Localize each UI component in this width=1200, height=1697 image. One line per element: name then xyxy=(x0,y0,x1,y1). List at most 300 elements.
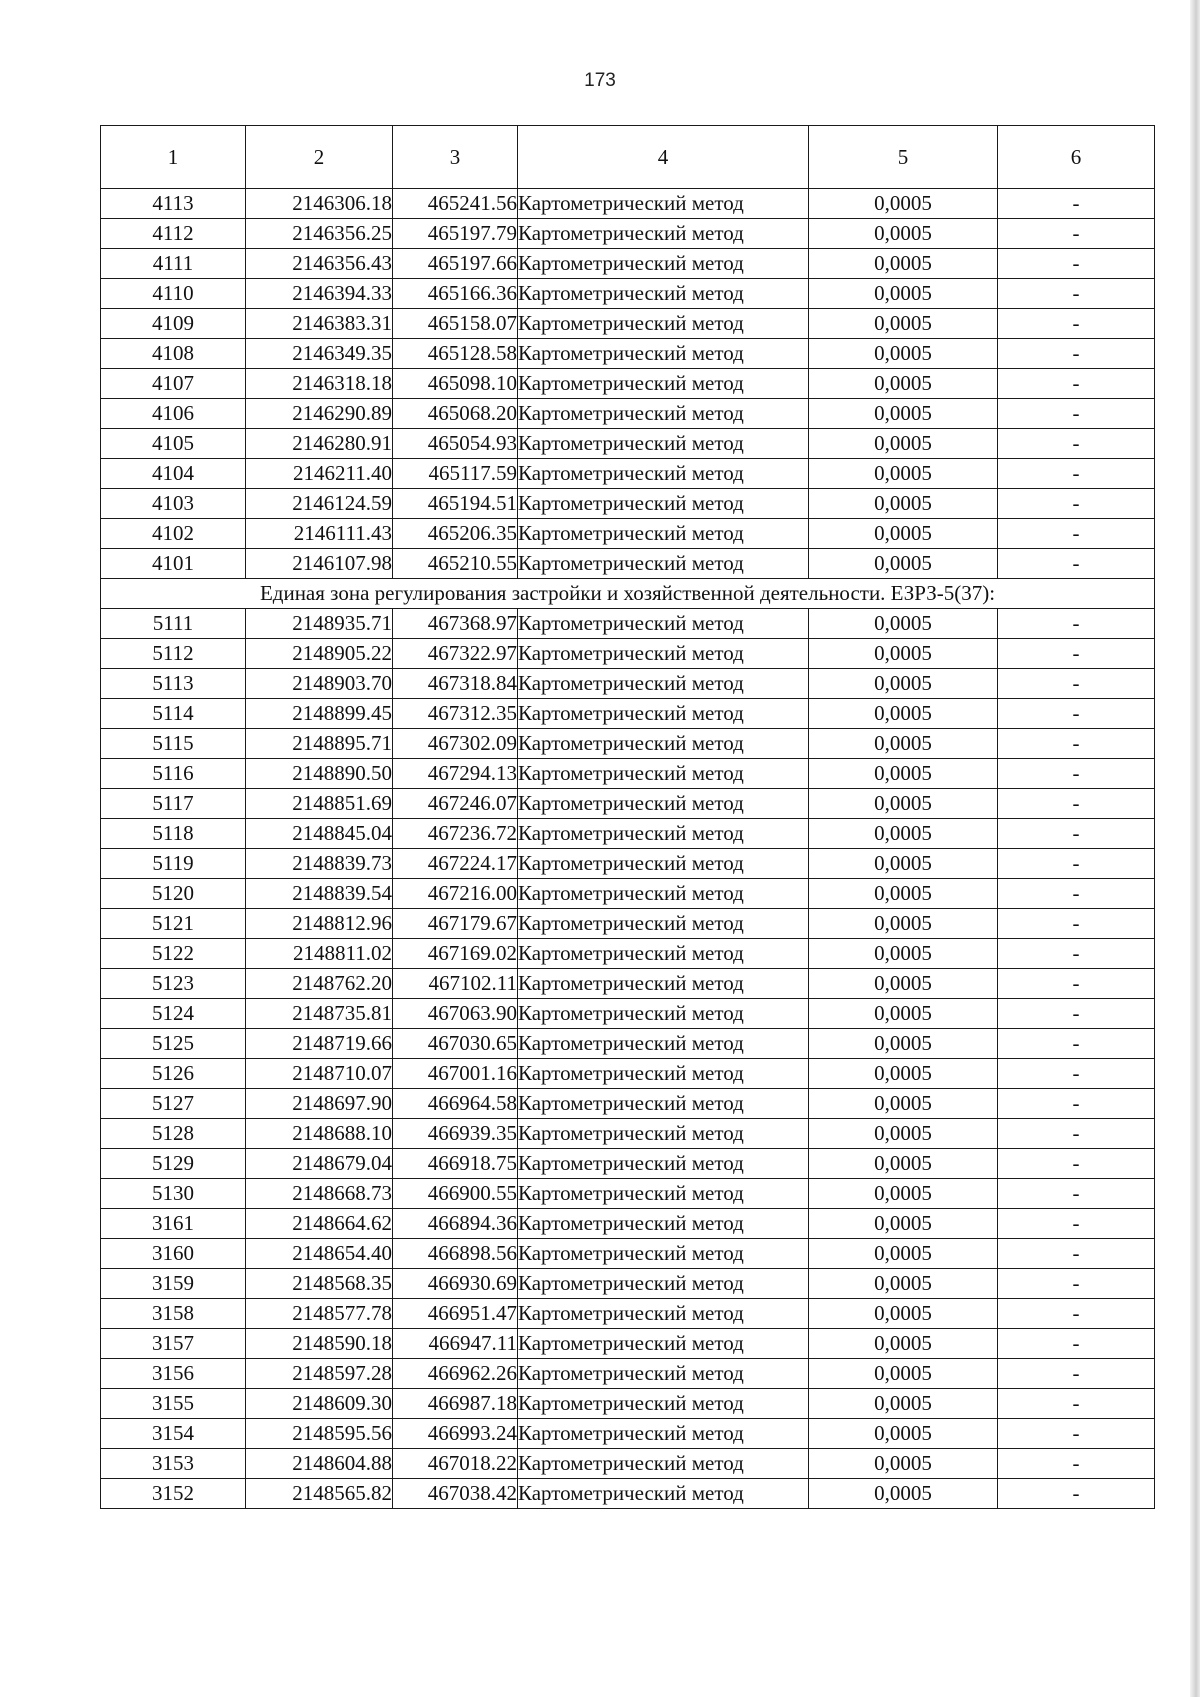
method-cell: Картометрический метод xyxy=(518,819,809,849)
method-cell: Картометрический метод xyxy=(518,369,809,399)
x-coordinate-cell: 2146124.59 xyxy=(246,489,393,519)
table-row xyxy=(101,819,1155,849)
x-coordinate-cell: 2148811.02 xyxy=(246,939,393,969)
y-coordinate-cell: 467294.13 xyxy=(393,759,518,789)
x-coordinate-cell: 2146306.18 xyxy=(246,189,393,219)
table-row xyxy=(101,309,1155,339)
accuracy-cell: 0,0005 xyxy=(809,609,998,639)
table-row xyxy=(101,339,1155,369)
y-coordinate-cell: 467038.42 xyxy=(393,1479,518,1509)
accuracy-cell: 0,0005 xyxy=(809,849,998,879)
note-cell: - xyxy=(998,1359,1155,1389)
accuracy-cell: 0,0005 xyxy=(809,969,998,999)
point-number-cell: 5120 xyxy=(101,879,246,909)
point-number-cell: 4105 xyxy=(101,429,246,459)
note-cell: - xyxy=(998,1419,1155,1449)
point-number-cell: 4113 xyxy=(101,189,246,219)
method-cell: Картометрический метод xyxy=(518,1149,809,1179)
note-cell: - xyxy=(998,1119,1155,1149)
y-coordinate-cell: 466951.47 xyxy=(393,1299,518,1329)
point-number-cell: 5113 xyxy=(101,669,246,699)
y-coordinate-cell: 467312.35 xyxy=(393,699,518,729)
accuracy-cell: 0,0005 xyxy=(809,1089,998,1119)
point-number-cell: 5121 xyxy=(101,909,246,939)
point-number-cell: 5114 xyxy=(101,699,246,729)
table-row xyxy=(101,849,1155,879)
x-coordinate-cell: 2146107.98 xyxy=(246,549,393,579)
y-coordinate-cell: 465197.79 xyxy=(393,219,518,249)
y-coordinate-cell: 467318.84 xyxy=(393,669,518,699)
table-row xyxy=(101,279,1155,309)
point-number-cell: 5123 xyxy=(101,969,246,999)
method-cell: Картометрический метод xyxy=(518,1119,809,1149)
point-number-cell: 3160 xyxy=(101,1239,246,1269)
table-row xyxy=(101,1059,1155,1089)
method-cell: Картометрический метод xyxy=(518,1389,809,1419)
method-cell: Картометрический метод xyxy=(518,1239,809,1269)
x-coordinate-cell: 2146290.89 xyxy=(246,399,393,429)
x-coordinate-cell: 2148895.71 xyxy=(246,729,393,759)
note-cell: - xyxy=(998,1149,1155,1179)
y-coordinate-cell: 467236.72 xyxy=(393,819,518,849)
x-coordinate-cell: 2148604.88 xyxy=(246,1449,393,1479)
y-coordinate-cell: 466900.55 xyxy=(393,1179,518,1209)
note-cell: - xyxy=(998,1269,1155,1299)
point-number-cell: 3152 xyxy=(101,1479,246,1509)
table-row xyxy=(101,1119,1155,1149)
y-coordinate-cell: 467063.90 xyxy=(393,999,518,1029)
method-cell: Картометрический метод xyxy=(518,429,809,459)
accuracy-cell: 0,0005 xyxy=(809,1269,998,1299)
method-cell: Картометрический метод xyxy=(518,1029,809,1059)
x-coordinate-cell: 2148899.45 xyxy=(246,699,393,729)
accuracy-cell: 0,0005 xyxy=(809,1299,998,1329)
x-coordinate-cell: 2146383.31 xyxy=(246,309,393,339)
accuracy-cell: 0,0005 xyxy=(809,669,998,699)
table-row xyxy=(101,1179,1155,1209)
point-number-cell: 3154 xyxy=(101,1419,246,1449)
accuracy-cell: 0,0005 xyxy=(809,729,998,759)
table-row xyxy=(101,1239,1155,1269)
point-number-cell: 5115 xyxy=(101,729,246,759)
note-cell: - xyxy=(998,939,1155,969)
note-cell: - xyxy=(998,1179,1155,1209)
point-number-cell: 4108 xyxy=(101,339,246,369)
note-cell: - xyxy=(998,459,1155,489)
point-number-cell: 4110 xyxy=(101,279,246,309)
y-coordinate-cell: 467302.09 xyxy=(393,729,518,759)
method-cell: Картометрический метод xyxy=(518,729,809,759)
accuracy-cell: 0,0005 xyxy=(809,1029,998,1059)
header-cell: 5 xyxy=(809,126,998,189)
table-row xyxy=(101,639,1155,669)
section-title: Единая зона регулирования застройки и хозяйственной деятельности. ЕЗРЗ-5(37): xyxy=(101,579,1155,609)
accuracy-cell: 0,0005 xyxy=(809,1209,998,1239)
point-number-cell: 5118 xyxy=(101,819,246,849)
accuracy-cell: 0,0005 xyxy=(809,459,998,489)
table-row xyxy=(101,609,1155,639)
accuracy-cell: 0,0005 xyxy=(809,1059,998,1089)
method-cell: Картометрический метод xyxy=(518,1479,809,1509)
method-cell: Картометрический метод xyxy=(518,339,809,369)
x-coordinate-cell: 2148688.10 xyxy=(246,1119,393,1149)
y-coordinate-cell: 466898.56 xyxy=(393,1239,518,1269)
header-row xyxy=(101,126,1155,189)
y-coordinate-cell: 465194.51 xyxy=(393,489,518,519)
table-row xyxy=(101,999,1155,1029)
table-row xyxy=(101,1359,1155,1389)
x-coordinate-cell: 2148890.50 xyxy=(246,759,393,789)
y-coordinate-cell: 465158.07 xyxy=(393,309,518,339)
y-coordinate-cell: 466962.26 xyxy=(393,1359,518,1389)
x-coordinate-cell: 2148609.30 xyxy=(246,1389,393,1419)
method-cell: Картометрический метод xyxy=(518,1209,809,1239)
point-number-cell: 4107 xyxy=(101,369,246,399)
note-cell: - xyxy=(998,189,1155,219)
method-cell: Картометрический метод xyxy=(518,1299,809,1329)
header-cell: 6 xyxy=(998,126,1155,189)
note-cell: - xyxy=(998,249,1155,279)
method-cell: Картометрический метод xyxy=(518,279,809,309)
point-number-cell: 3158 xyxy=(101,1299,246,1329)
point-number-cell: 5117 xyxy=(101,789,246,819)
method-cell: Картометрический метод xyxy=(518,1419,809,1449)
y-coordinate-cell: 467246.07 xyxy=(393,789,518,819)
note-cell: - xyxy=(998,1059,1155,1089)
x-coordinate-cell: 2148697.90 xyxy=(246,1089,393,1119)
accuracy-cell: 0,0005 xyxy=(809,549,998,579)
x-coordinate-cell: 2146356.25 xyxy=(246,219,393,249)
accuracy-cell: 0,0005 xyxy=(809,999,998,1029)
table-row xyxy=(101,429,1155,459)
method-cell: Картометрический метод xyxy=(518,489,809,519)
table-row xyxy=(101,1389,1155,1419)
note-cell: - xyxy=(998,1299,1155,1329)
point-number-cell: 3156 xyxy=(101,1359,246,1389)
table-row xyxy=(101,909,1155,939)
point-number-cell: 4109 xyxy=(101,309,246,339)
note-cell: - xyxy=(998,549,1155,579)
accuracy-cell: 0,0005 xyxy=(809,1419,998,1449)
accuracy-cell: 0,0005 xyxy=(809,789,998,819)
accuracy-cell: 0,0005 xyxy=(809,1479,998,1509)
note-cell: - xyxy=(998,279,1155,309)
x-coordinate-cell: 2148762.20 xyxy=(246,969,393,999)
note-cell: - xyxy=(998,339,1155,369)
point-number-cell: 5122 xyxy=(101,939,246,969)
y-coordinate-cell: 467368.97 xyxy=(393,609,518,639)
note-cell: - xyxy=(998,399,1155,429)
x-coordinate-cell: 2148565.82 xyxy=(246,1479,393,1509)
accuracy-cell: 0,0005 xyxy=(809,339,998,369)
y-coordinate-cell: 467224.17 xyxy=(393,849,518,879)
point-number-cell: 4104 xyxy=(101,459,246,489)
x-coordinate-cell: 2148668.73 xyxy=(246,1179,393,1209)
x-coordinate-cell: 2148664.62 xyxy=(246,1209,393,1239)
x-coordinate-cell: 2146394.33 xyxy=(246,279,393,309)
y-coordinate-cell: 466964.58 xyxy=(393,1089,518,1119)
note-cell: - xyxy=(998,729,1155,759)
table-row xyxy=(101,969,1155,999)
header-cell: 3 xyxy=(393,126,518,189)
x-coordinate-cell: 2148851.69 xyxy=(246,789,393,819)
y-coordinate-cell: 465117.59 xyxy=(393,459,518,489)
method-cell: Картометрический метод xyxy=(518,759,809,789)
y-coordinate-cell: 465210.55 xyxy=(393,549,518,579)
x-coordinate-cell: 2148905.22 xyxy=(246,639,393,669)
method-cell: Картометрический метод xyxy=(518,219,809,249)
table-row xyxy=(101,1269,1155,1299)
method-cell: Картометрический метод xyxy=(518,849,809,879)
y-coordinate-cell: 466947.11 xyxy=(393,1329,518,1359)
accuracy-cell: 0,0005 xyxy=(809,1359,998,1389)
x-coordinate-cell: 2148679.04 xyxy=(246,1149,393,1179)
y-coordinate-cell: 465166.36 xyxy=(393,279,518,309)
method-cell: Картометрический метод xyxy=(518,1449,809,1479)
note-cell: - xyxy=(998,1449,1155,1479)
note-cell: - xyxy=(998,1029,1155,1059)
y-coordinate-cell: 465128.58 xyxy=(393,339,518,369)
method-cell: Картометрический метод xyxy=(518,549,809,579)
y-coordinate-cell: 465206.35 xyxy=(393,519,518,549)
method-cell: Картометрический метод xyxy=(518,639,809,669)
header-cell: 2 xyxy=(246,126,393,189)
point-number-cell: 4106 xyxy=(101,399,246,429)
note-cell: - xyxy=(998,699,1155,729)
table-body xyxy=(101,189,1155,1509)
table-row xyxy=(101,939,1155,969)
x-coordinate-cell: 2148568.35 xyxy=(246,1269,393,1299)
method-cell: Картометрический метод xyxy=(518,309,809,339)
x-coordinate-cell: 2148735.81 xyxy=(246,999,393,1029)
x-coordinate-cell: 2146318.18 xyxy=(246,369,393,399)
method-cell: Картометрический метод xyxy=(518,609,809,639)
y-coordinate-cell: 466930.69 xyxy=(393,1269,518,1299)
accuracy-cell: 0,0005 xyxy=(809,369,998,399)
point-number-cell: 4111 xyxy=(101,249,246,279)
note-cell: - xyxy=(998,429,1155,459)
table-row xyxy=(101,369,1155,399)
y-coordinate-cell: 467179.67 xyxy=(393,909,518,939)
accuracy-cell: 0,0005 xyxy=(809,1329,998,1359)
point-number-cell: 5128 xyxy=(101,1119,246,1149)
table-header xyxy=(101,126,1155,189)
y-coordinate-cell: 466987.18 xyxy=(393,1389,518,1419)
x-coordinate-cell: 2146349.35 xyxy=(246,339,393,369)
point-number-cell: 4112 xyxy=(101,219,246,249)
table-row xyxy=(101,699,1155,729)
method-cell: Картометрический метод xyxy=(518,939,809,969)
accuracy-cell: 0,0005 xyxy=(809,219,998,249)
x-coordinate-cell: 2148710.07 xyxy=(246,1059,393,1089)
point-number-cell: 5124 xyxy=(101,999,246,1029)
accuracy-cell: 0,0005 xyxy=(809,399,998,429)
note-cell: - xyxy=(998,759,1155,789)
table-row xyxy=(101,1329,1155,1359)
header-cell: 4 xyxy=(518,126,809,189)
table-row xyxy=(101,1449,1155,1479)
point-number-cell: 5119 xyxy=(101,849,246,879)
x-coordinate-cell: 2148845.04 xyxy=(246,819,393,849)
x-coordinate-cell: 2146211.40 xyxy=(246,459,393,489)
table-row xyxy=(101,459,1155,489)
point-number-cell: 3157 xyxy=(101,1329,246,1359)
table-row xyxy=(101,759,1155,789)
page-number: 173 xyxy=(584,70,616,91)
method-cell: Картометрический метод xyxy=(518,879,809,909)
accuracy-cell: 0,0005 xyxy=(809,759,998,789)
y-coordinate-cell: 467001.16 xyxy=(393,1059,518,1089)
method-cell: Картометрический метод xyxy=(518,519,809,549)
point-number-cell: 5129 xyxy=(101,1149,246,1179)
y-coordinate-cell: 465098.10 xyxy=(393,369,518,399)
y-coordinate-cell: 465068.20 xyxy=(393,399,518,429)
method-cell: Картометрический метод xyxy=(518,1179,809,1209)
accuracy-cell: 0,0005 xyxy=(809,819,998,849)
method-cell: Картометрический метод xyxy=(518,1059,809,1089)
method-cell: Картометрический метод xyxy=(518,1329,809,1359)
method-cell: Картометрический метод xyxy=(518,969,809,999)
table-row xyxy=(101,1299,1155,1329)
accuracy-cell: 0,0005 xyxy=(809,639,998,669)
table-row xyxy=(101,789,1155,819)
accuracy-cell: 0,0005 xyxy=(809,1119,998,1149)
y-coordinate-cell: 465054.93 xyxy=(393,429,518,459)
x-coordinate-cell: 2148839.54 xyxy=(246,879,393,909)
method-cell: Картометрический метод xyxy=(518,459,809,489)
x-coordinate-cell: 2146111.43 xyxy=(246,519,393,549)
accuracy-cell: 0,0005 xyxy=(809,1179,998,1209)
point-number-cell: 5116 xyxy=(101,759,246,789)
method-cell: Картометрический метод xyxy=(518,1359,809,1389)
x-coordinate-cell: 2148597.28 xyxy=(246,1359,393,1389)
method-cell: Картометрический метод xyxy=(518,699,809,729)
point-number-cell: 5126 xyxy=(101,1059,246,1089)
method-cell: Картометрический метод xyxy=(518,399,809,429)
accuracy-cell: 0,0005 xyxy=(809,939,998,969)
point-number-cell: 5127 xyxy=(101,1089,246,1119)
table-row xyxy=(101,519,1155,549)
point-number-cell: 5130 xyxy=(101,1179,246,1209)
accuracy-cell: 0,0005 xyxy=(809,519,998,549)
point-number-cell: 3155 xyxy=(101,1389,246,1419)
table-row xyxy=(101,1419,1155,1449)
scan-edge xyxy=(1190,0,1200,1697)
method-cell: Картометрический метод xyxy=(518,249,809,279)
note-cell: - xyxy=(998,609,1155,639)
y-coordinate-cell: 467216.00 xyxy=(393,879,518,909)
y-coordinate-cell: 467169.02 xyxy=(393,939,518,969)
accuracy-cell: 0,0005 xyxy=(809,1389,998,1419)
table-row xyxy=(101,879,1155,909)
note-cell: - xyxy=(998,489,1155,519)
table-row xyxy=(101,1089,1155,1119)
note-cell: - xyxy=(998,789,1155,819)
table-row xyxy=(101,249,1155,279)
point-number-cell: 4102 xyxy=(101,519,246,549)
table-row xyxy=(101,549,1155,579)
accuracy-cell: 0,0005 xyxy=(809,879,998,909)
y-coordinate-cell: 467018.22 xyxy=(393,1449,518,1479)
accuracy-cell: 0,0005 xyxy=(809,1239,998,1269)
table-row xyxy=(101,399,1155,429)
point-number-cell: 4103 xyxy=(101,489,246,519)
method-cell: Картометрический метод xyxy=(518,189,809,219)
y-coordinate-cell: 465197.66 xyxy=(393,249,518,279)
x-coordinate-cell: 2146356.43 xyxy=(246,249,393,279)
coordinates-table xyxy=(100,125,1155,1509)
accuracy-cell: 0,0005 xyxy=(809,309,998,339)
x-coordinate-cell: 2148654.40 xyxy=(246,1239,393,1269)
accuracy-cell: 0,0005 xyxy=(809,489,998,519)
table-row xyxy=(101,489,1155,519)
accuracy-cell: 0,0005 xyxy=(809,249,998,279)
method-cell: Картометрический метод xyxy=(518,1269,809,1299)
note-cell: - xyxy=(998,1209,1155,1239)
note-cell: - xyxy=(998,909,1155,939)
x-coordinate-cell: 2148839.73 xyxy=(246,849,393,879)
note-cell: - xyxy=(998,969,1155,999)
note-cell: - xyxy=(998,639,1155,669)
note-cell: - xyxy=(998,1479,1155,1509)
x-coordinate-cell: 2146280.91 xyxy=(246,429,393,459)
table-row xyxy=(101,669,1155,699)
point-number-cell: 5111 xyxy=(101,609,246,639)
note-cell: - xyxy=(998,369,1155,399)
note-cell: - xyxy=(998,999,1155,1029)
x-coordinate-cell: 2148590.18 xyxy=(246,1329,393,1359)
note-cell: - xyxy=(998,219,1155,249)
note-cell: - xyxy=(998,1239,1155,1269)
x-coordinate-cell: 2148935.71 xyxy=(246,609,393,639)
note-cell: - xyxy=(998,849,1155,879)
x-coordinate-cell: 2148577.78 xyxy=(246,1299,393,1329)
note-cell: - xyxy=(998,309,1155,339)
y-coordinate-cell: 466993.24 xyxy=(393,1419,518,1449)
accuracy-cell: 0,0005 xyxy=(809,279,998,309)
accuracy-cell: 0,0005 xyxy=(809,1449,998,1479)
y-coordinate-cell: 466918.75 xyxy=(393,1149,518,1179)
accuracy-cell: 0,0005 xyxy=(809,429,998,459)
table-row xyxy=(101,1149,1155,1179)
note-cell: - xyxy=(998,1329,1155,1359)
note-cell: - xyxy=(998,1089,1155,1119)
y-coordinate-cell: 466939.35 xyxy=(393,1119,518,1149)
method-cell: Картометрический метод xyxy=(518,909,809,939)
table-row xyxy=(101,1029,1155,1059)
x-coordinate-cell: 2148812.96 xyxy=(246,909,393,939)
x-coordinate-cell: 2148595.56 xyxy=(246,1419,393,1449)
point-number-cell: 5112 xyxy=(101,639,246,669)
y-coordinate-cell: 467102.11 xyxy=(393,969,518,999)
method-cell: Картометрический метод xyxy=(518,789,809,819)
note-cell: - xyxy=(998,519,1155,549)
table-row xyxy=(101,219,1155,249)
method-cell: Картометрический метод xyxy=(518,669,809,699)
table-row xyxy=(101,1209,1155,1239)
note-cell: - xyxy=(998,669,1155,699)
point-number-cell: 3161 xyxy=(101,1209,246,1239)
point-number-cell: 5125 xyxy=(101,1029,246,1059)
y-coordinate-cell: 467322.97 xyxy=(393,639,518,669)
x-coordinate-cell: 2148719.66 xyxy=(246,1029,393,1059)
note-cell: - xyxy=(998,1389,1155,1419)
table-row xyxy=(101,189,1155,219)
y-coordinate-cell: 467030.65 xyxy=(393,1029,518,1059)
accuracy-cell: 0,0005 xyxy=(809,909,998,939)
y-coordinate-cell: 466894.36 xyxy=(393,1209,518,1239)
note-cell: - xyxy=(998,879,1155,909)
